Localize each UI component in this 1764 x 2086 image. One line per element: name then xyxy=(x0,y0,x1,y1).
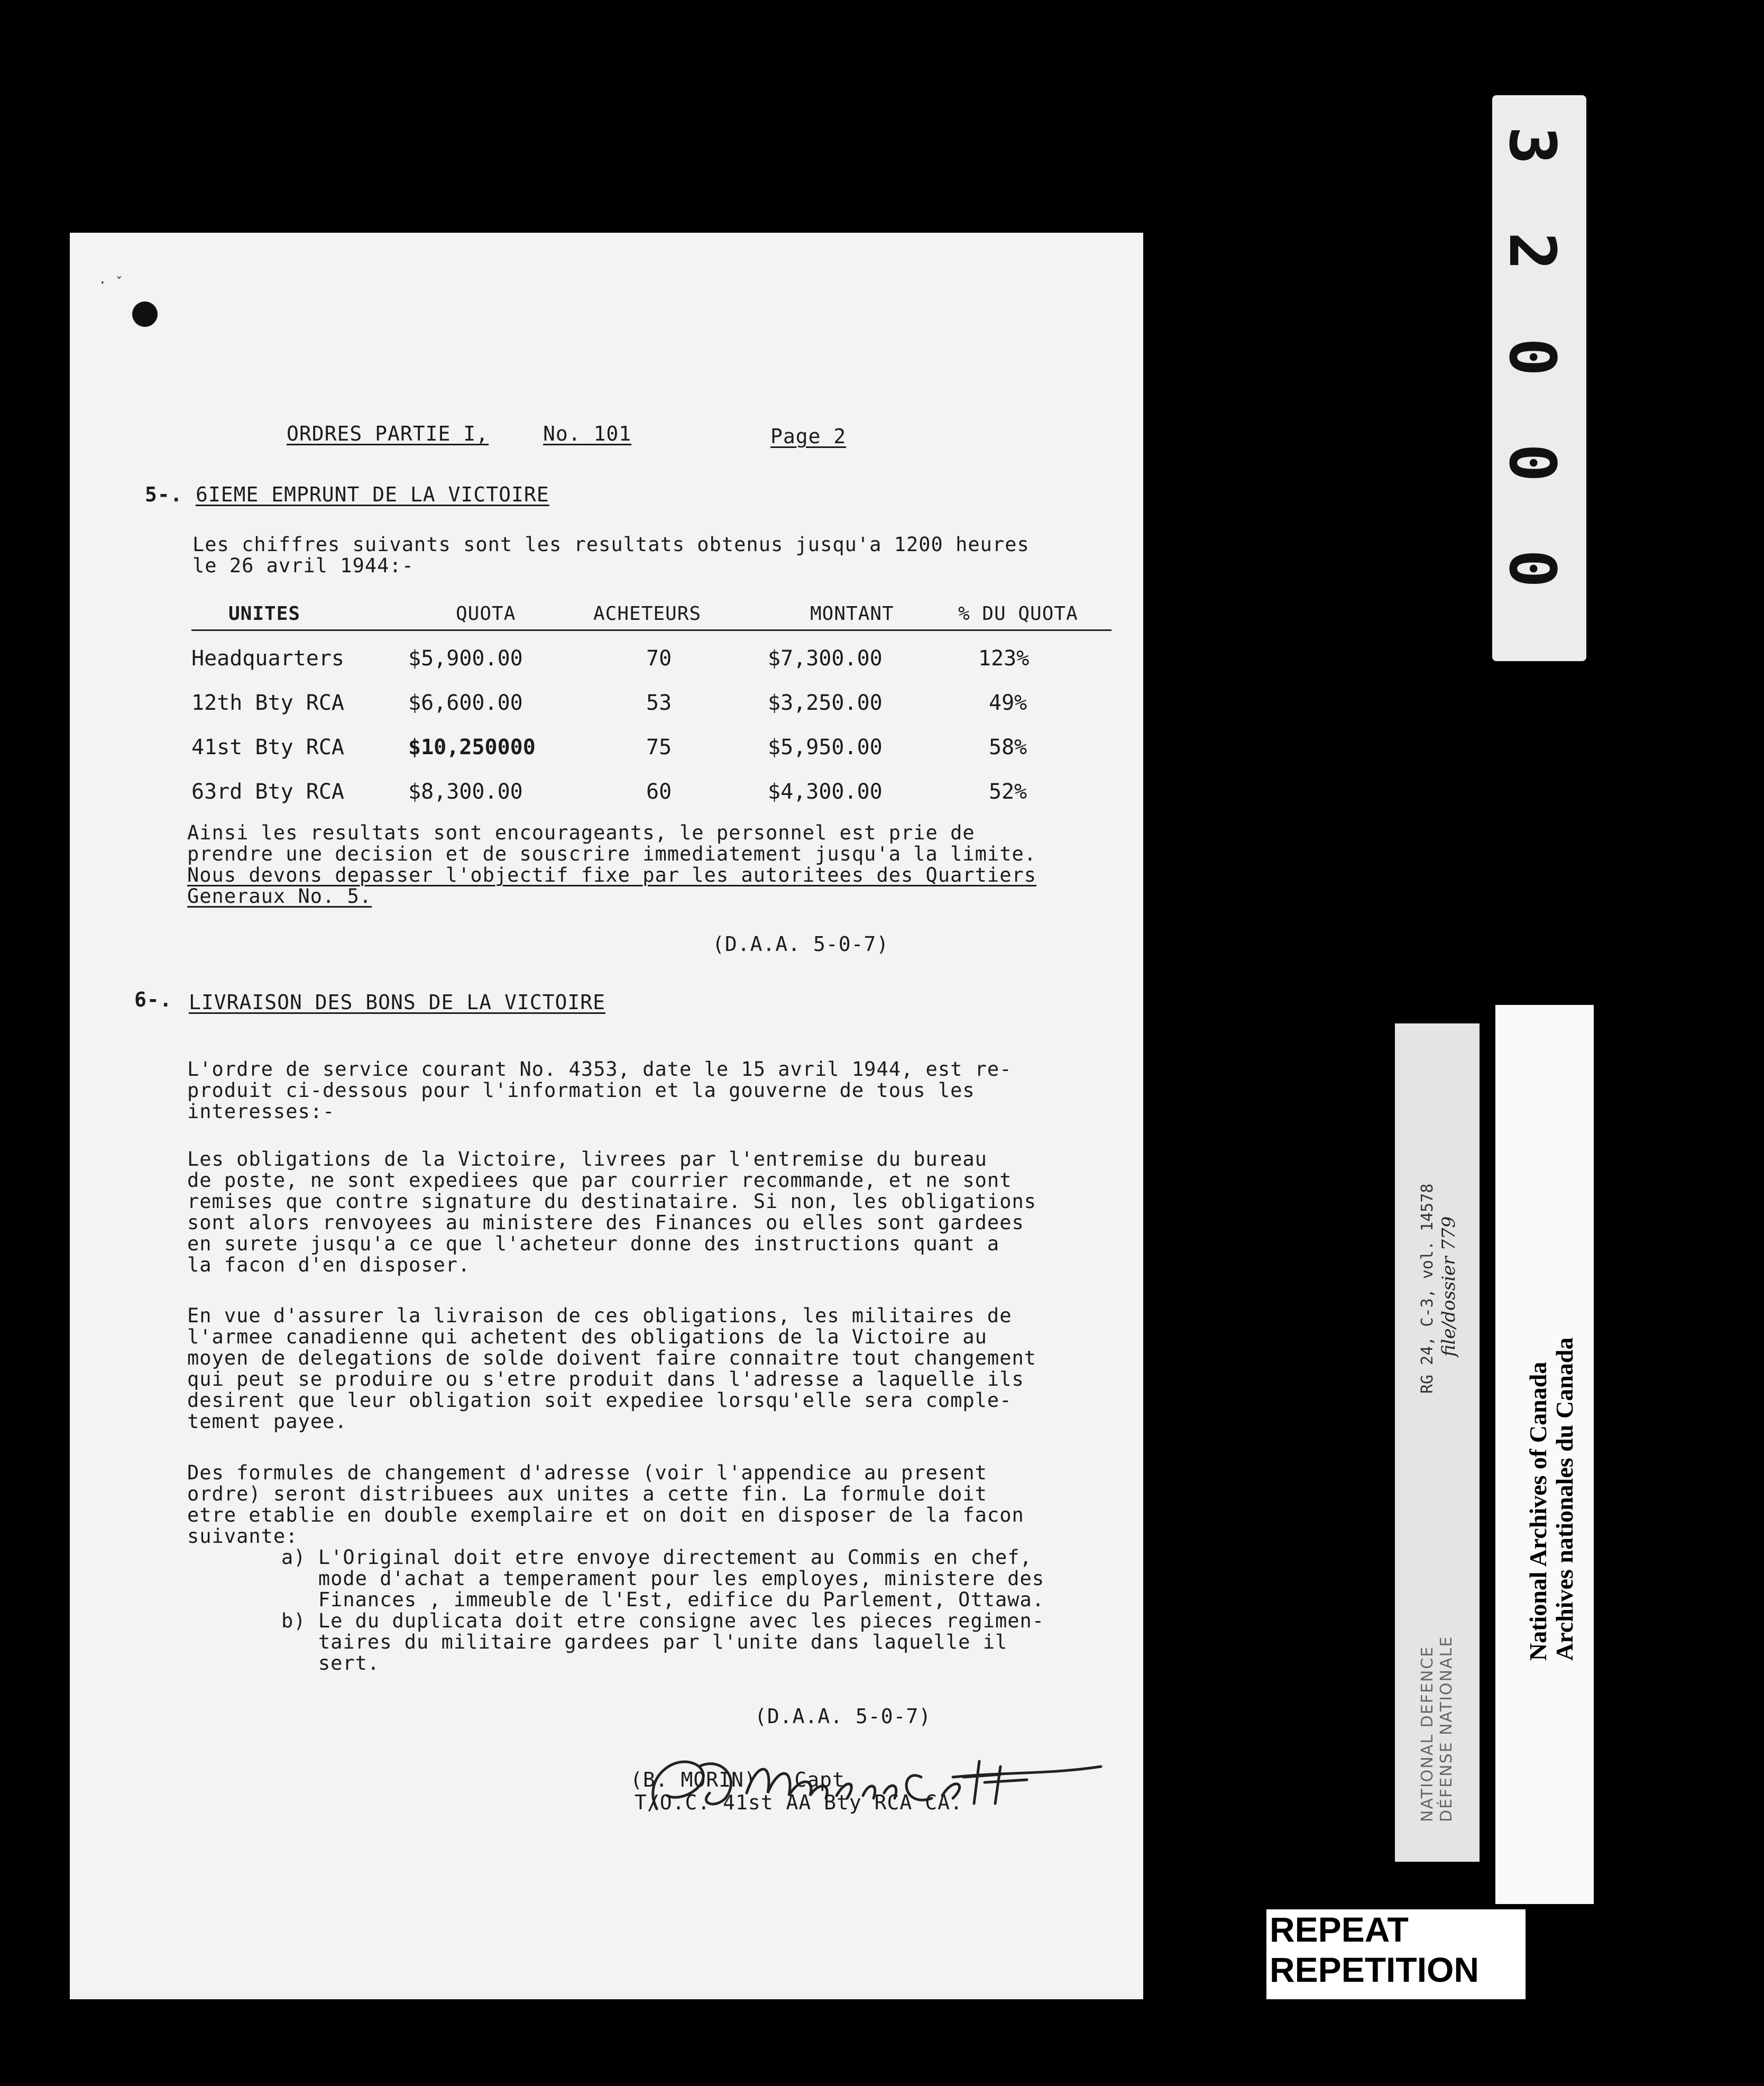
cell-pct: 49% xyxy=(989,691,1027,715)
cell-pct: 52% xyxy=(989,780,1027,804)
frame-number-strip xyxy=(1492,95,1586,661)
department-en: NATIONAL DEFENCE xyxy=(1418,1645,1437,1822)
section5-reference: (D.A.A. 5-0-7) xyxy=(712,932,889,956)
cell-quota: $10,250000 xyxy=(408,735,536,760)
text-line: Nous devons depasser l'objectif fixe par les autoritees des Quartiers xyxy=(187,864,1037,886)
text-line: Finances , immeuble de l'Est, edifice du Parlement, Ottawa. xyxy=(281,1588,1045,1611)
cell-buyers: 70 xyxy=(646,646,672,671)
section6-item-a xyxy=(281,1547,1044,1611)
section6-item-b xyxy=(281,1611,1044,1674)
signature-title: T/O.C. 41st AA Bty RCA CA. xyxy=(635,1791,963,1814)
text-line: prendre une decision et de souscrire immediatement jusqu'a la limite. xyxy=(187,843,1037,865)
margin-mark: · ˇ xyxy=(98,275,123,291)
archive-reference-strip xyxy=(1395,1023,1480,1862)
section6-title: LIVRAISON DES BONS DE LA VICTOIRE xyxy=(189,991,605,1014)
text-line: etre etablie en double exemplaire et on doit en disposer de la facon xyxy=(187,1504,1024,1526)
text-line: ordre) seront distribuees aux unites a cette fin. La formule doit xyxy=(187,1483,987,1505)
frame-digit: 0 xyxy=(1495,549,1568,588)
text-line: a) L'Original doit etre envoye directement au Commis en chef, xyxy=(281,1546,1032,1569)
cell-unit: 41st Bty RCA xyxy=(191,735,344,760)
table-row xyxy=(191,780,1111,811)
text-line: qui peut se produire ou s'etre produit dans l'adresse a laquelle ils xyxy=(187,1368,1024,1390)
archives-label-en: National Archives of Canada xyxy=(1524,1361,1551,1661)
text-line: la facon d'en disposer. xyxy=(187,1254,471,1276)
text-line: remises que contre signature du destinataire. Si non, les obligations xyxy=(187,1190,1037,1213)
text-line: Des formules de changement d'adresse (voir l'appendice au present xyxy=(187,1461,987,1484)
text-line: sert. xyxy=(281,1652,380,1675)
col-pct-quota: % DU QUOTA xyxy=(958,603,1078,625)
national-archives-label xyxy=(1495,1005,1594,1904)
text-line: suivante: xyxy=(187,1525,298,1548)
cell-quota: $5,900.00 xyxy=(408,646,523,671)
table-row xyxy=(191,646,1111,678)
frame-digit: 3 xyxy=(1495,126,1568,165)
repeat-fr: REPETITION xyxy=(1270,1950,1480,1989)
section5-number: 5-. xyxy=(145,483,183,506)
section6-reference: (D.A.A. 5-0-7) xyxy=(755,1705,932,1728)
cell-buyers: 75 xyxy=(646,735,672,760)
col-unites: UNITES xyxy=(228,603,301,625)
cell-amount: $7,300.00 xyxy=(768,646,883,671)
frame-digit: 0 xyxy=(1495,443,1568,482)
text-line: L'ordre de service courant No. 4353, date le 15 avril 1944, est re- xyxy=(187,1058,1012,1081)
text-line: desirent que leur obligation soit expediee lorsqu'elle sera comple- xyxy=(187,1389,1012,1412)
header-number: No. 101 xyxy=(543,422,632,445)
text-line: moyen de delegations de solde doivent faire connaitre tout changement xyxy=(187,1347,1037,1369)
header-page: Page 2 xyxy=(770,425,847,448)
text-line: taires du militaire gardees par l'unite dans laquelle il xyxy=(281,1631,1008,1653)
cell-buyers: 53 xyxy=(646,691,672,715)
cell-unit: Headquarters xyxy=(191,646,344,671)
document-page xyxy=(70,233,1143,1999)
repeat-label xyxy=(1266,1909,1526,1999)
cell-quota: $8,300.00 xyxy=(408,780,523,804)
section6-paragraph-4 xyxy=(187,1462,1024,1547)
repeat-en: REPEAT xyxy=(1270,1910,1409,1949)
text-line: sont alors renvoyees au ministere des Finances ou elles sont gardees xyxy=(187,1211,1024,1234)
archive-file: file/dossier 779 xyxy=(1438,1216,1459,1357)
cell-pct: 58% xyxy=(989,735,1027,760)
punch-hole xyxy=(132,301,158,327)
text-line: Les chiffres suivants sont les resultats obtenus jusqu'a 1200 heures xyxy=(192,533,1030,556)
section6-number: 6-. xyxy=(134,988,172,1011)
table-row xyxy=(191,735,1111,767)
frame-digit: 0 xyxy=(1495,337,1568,377)
text-line: Ainsi les resultats sont encourageants, le personnel est prie de xyxy=(187,821,975,844)
cell-pct: 123% xyxy=(978,646,1030,671)
archive-reference: RG 24, C-3, vol. 14578 xyxy=(1418,1183,1437,1394)
text-line: mode d'achat a temperament pour les employes, ministere des xyxy=(281,1567,1045,1590)
cell-quota: $6,600.00 xyxy=(408,691,523,715)
section6-paragraph-1 xyxy=(187,1059,1012,1122)
text-line: l'armee canadienne qui achetent des obligations de la Victoire au xyxy=(187,1325,987,1348)
archives-label-fr: Archives nationales du Canada xyxy=(1551,1337,1578,1661)
col-montant: MONTANT xyxy=(810,603,894,625)
table-row xyxy=(191,691,1111,722)
text-line: b) Le du duplicata doit etre consigne avec les pieces regimen- xyxy=(281,1609,1045,1632)
text-line: en surete jusqu'a ce que l'acheteur donne des instructions quant a xyxy=(187,1232,1000,1255)
text-line: Generaux No. 5. xyxy=(187,885,372,908)
frame-digit: 2 xyxy=(1495,232,1568,271)
signature-name: (B. MORIN) Capt. xyxy=(630,1768,858,1791)
col-quota: QUOTA xyxy=(456,603,516,625)
header-ordres: ORDRES PARTIE I, xyxy=(287,422,489,445)
cell-unit: 63rd Bty RCA xyxy=(191,780,344,804)
department-fr: DÉFENSE NATIONALE xyxy=(1437,1635,1456,1822)
section5-title: 6IEME EMPRUNT DE LA VICTOIRE xyxy=(196,483,549,506)
text-line: tement payee. xyxy=(187,1410,347,1433)
section5-conclusion xyxy=(187,822,1036,907)
table-header xyxy=(191,603,1111,631)
text-line: le 26 avril 1944:- xyxy=(192,554,414,577)
col-acheteurs: ACHETEURS xyxy=(593,603,702,625)
text-line: En vue d'assurer la livraison de ces obligations, les militaires de xyxy=(187,1304,1012,1327)
cell-unit: 12th Bty RCA xyxy=(191,691,344,715)
cell-amount: $5,950.00 xyxy=(768,735,883,760)
section6-paragraph-2 xyxy=(187,1149,1036,1276)
text-line: de poste, ne sont expediees que par courrier recommande, et ne sont xyxy=(187,1169,1012,1192)
cell-buyers: 60 xyxy=(646,780,672,804)
section5-intro xyxy=(192,534,1030,577)
cell-amount: $3,250.00 xyxy=(768,691,883,715)
text-line: produit ci-dessous pour l'information et la gouverne de tous les xyxy=(187,1079,975,1102)
text-line: Les obligations de la Victoire, livrees par l'entremise du bureau xyxy=(187,1148,987,1170)
text-line: interesses:- xyxy=(187,1100,335,1123)
cell-amount: $4,300.00 xyxy=(768,780,883,804)
section6-paragraph-3 xyxy=(187,1305,1036,1432)
